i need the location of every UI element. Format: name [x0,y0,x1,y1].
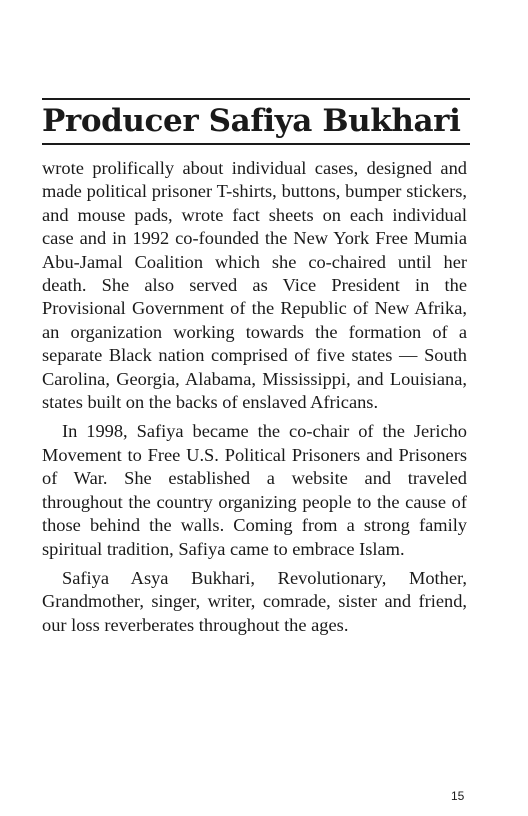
page-number: 15 [451,789,465,803]
paragraph-3: Safiya Asya Bukhari, Revolutionary, Mother, Grandmother, singer, writer, comrade, sister and friend, our loss reverberates throughout the ages. [42,567,467,635]
paragraph-2: In 1998, Safiya became the co-chair of the Jericho Movement to Free U.S. Political Prisoners and Prisoners of War. She established a website and traveled throughout the country organizing people to the cause of those behind the walls. Coming from a strong family spiritual tradition, Safiya came to embrace Islam. [42,421,467,559]
paragraph-1: wrote prolifically about individual cases, designed and made political prisoner T-shirts, buttons, bumper stickers, and mouse pads, wrote fact sheets on each individual case and in 1992 co-founded the New York Free Mumia Abu-Jamal Coalition which she co-chaired until her death. She also served as Vice President in the Provisional Government of the Republic of New Afrika, an organization working towards the formation of a separate Black nation comprised of five states — South Carolina, Georgia, Alabama, Mississippi, and Louisiana, states built on the backs of enslaved Africans. [42,158,467,413]
page-title: Producer Safiya Bukhari [42,103,461,139]
article-body [42,157,467,637]
heading-bottom-rule [42,143,470,145]
